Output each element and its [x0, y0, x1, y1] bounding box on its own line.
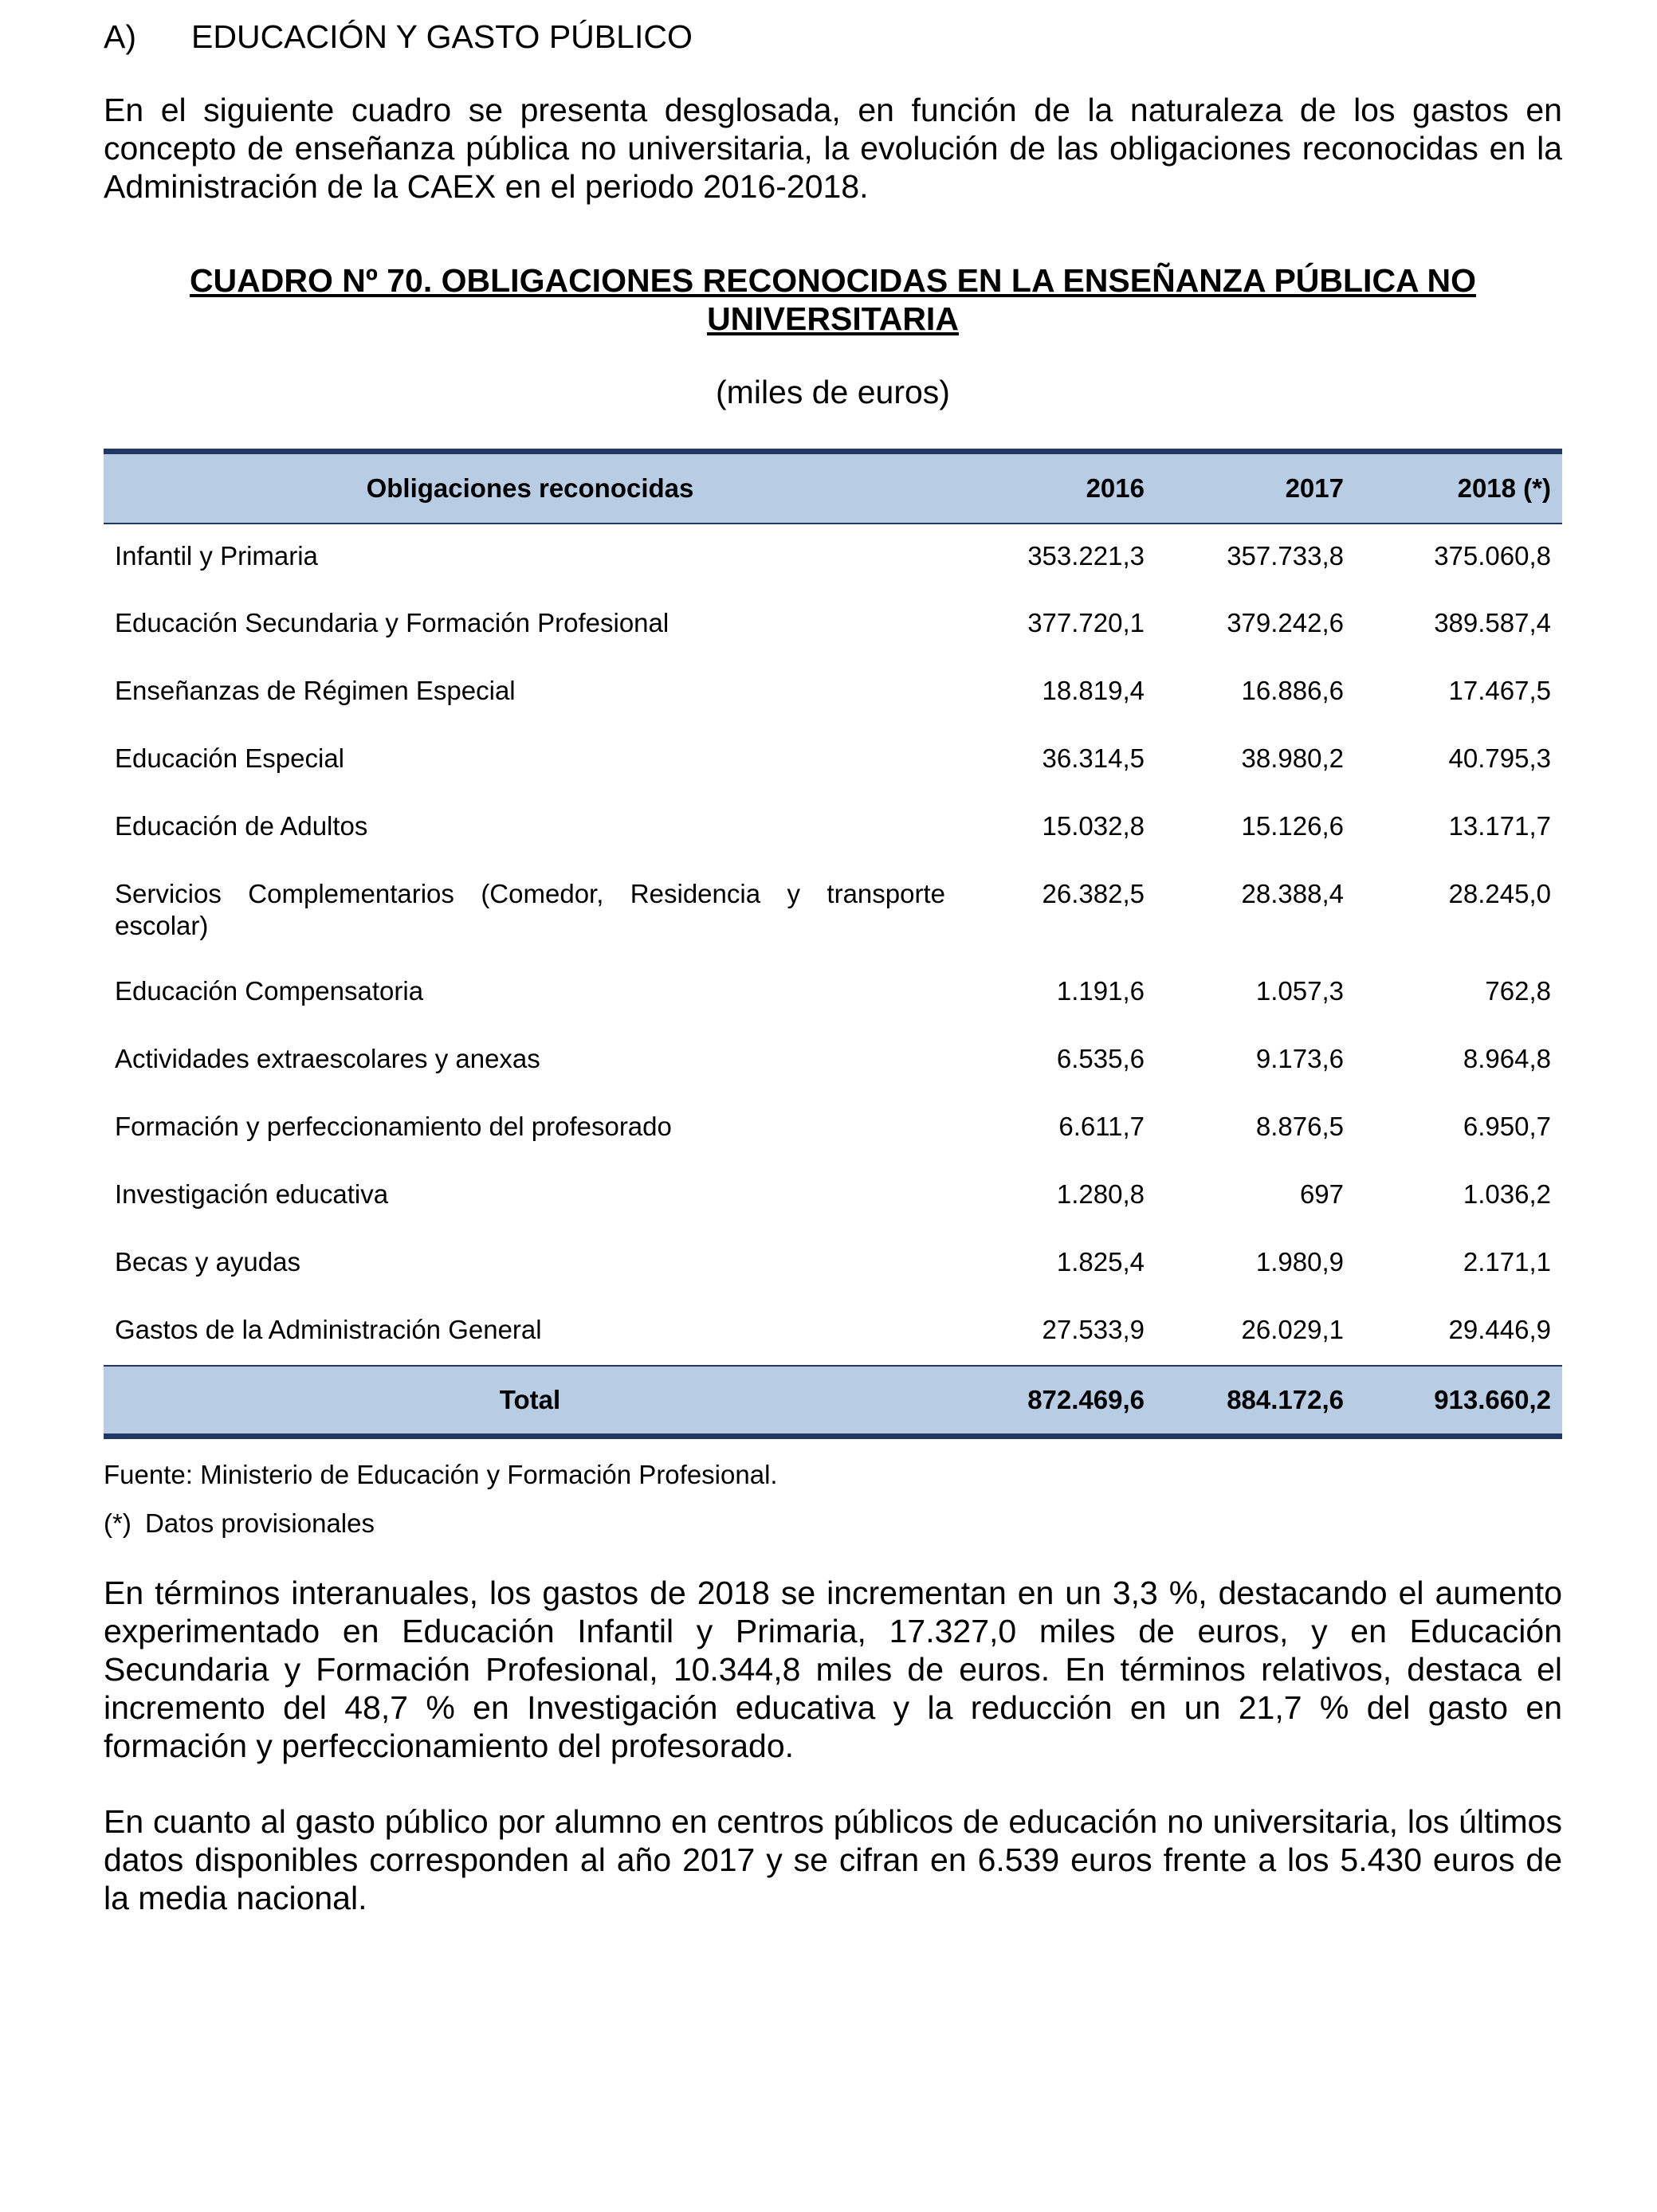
table-row [104, 1163, 1562, 1230]
table-row [104, 794, 1562, 862]
row-value-2016: 6.535,6 [1056, 1044, 1145, 1073]
row-value-2018: 375.060,8 [1434, 541, 1551, 571]
table-row [104, 1027, 1562, 1095]
table-title [104, 261, 1562, 338]
table-row [104, 862, 1562, 959]
table-row [104, 591, 1562, 659]
row-value-2017: 15.126,6 [1241, 811, 1344, 841]
footnote-mark: (*) [104, 1508, 132, 1538]
row-value-2016: 1.280,8 [1056, 1179, 1145, 1209]
table-footnote [104, 1507, 375, 1540]
header-2018: 2018 (*) [1457, 473, 1551, 503]
row-value-2017: 379.242,6 [1227, 608, 1344, 637]
row-concept: Becas y ayudas [115, 1247, 300, 1277]
row-value-2016: 353.221,3 [1027, 541, 1145, 571]
row-concept: Enseñanzas de Régimen Especial [115, 676, 516, 705]
row-concept: Formación y perfeccionamiento del profesorado [115, 1112, 672, 1141]
row-value-2016: 15.032,8 [1042, 811, 1145, 841]
table-row [104, 727, 1562, 794]
row-value-2017: 8.876,5 [1255, 1112, 1344, 1141]
section-title: EDUCACIÓN Y GASTO PÚBLICO [191, 18, 693, 55]
section-number: A) [104, 18, 136, 55]
row-concept: Gastos de la Administración General [115, 1315, 542, 1344]
per-student-paragraph: En cuanto al gasto público por alumno en centros públicos de educación no universitaria, los últimos datos disponibles corresponden al año 2017 y se cifran en 6.539 euros frente a los 5.430 euros de la media nacional. [104, 1803, 1562, 1916]
table-total-row [104, 1366, 1562, 1437]
row-value-2018: 2.171,1 [1463, 1247, 1551, 1277]
row-concept: Infantil y Primaria [115, 541, 318, 571]
total-label: Total [499, 1385, 561, 1414]
row-value-2017: 26.029,1 [1241, 1315, 1344, 1344]
table-units: (miles de euros) [716, 374, 950, 410]
section-heading [104, 14, 693, 59]
table-row [104, 659, 1562, 727]
table-title-line-2: UNIVERSITARIA [707, 300, 959, 337]
row-value-2018: 8.964,8 [1463, 1044, 1551, 1073]
row-value-2016: 6.611,7 [1058, 1112, 1145, 1141]
row-value-2016: 1.191,6 [1056, 976, 1145, 1006]
row-concept: Actividades extraescolares y anexas [115, 1044, 540, 1073]
row-value-2016: 26.382,5 [1042, 879, 1145, 908]
row-value-2018: 17.467,5 [1448, 676, 1551, 705]
header-2016: 2016 [1086, 473, 1145, 503]
table-row [104, 1298, 1562, 1366]
table-row [104, 524, 1562, 591]
row-value-2016: 18.819,4 [1042, 676, 1145, 705]
row-value-2018: 762,8 [1485, 976, 1551, 1006]
row-value-2018: 40.795,3 [1448, 743, 1551, 773]
row-value-2016: 27.533,9 [1042, 1315, 1145, 1344]
header-concept: Obligaciones reconocidas [366, 473, 694, 503]
row-value-2018: 28.245,0 [1448, 879, 1551, 908]
table-row [104, 1095, 1562, 1163]
table-header-row [104, 452, 1562, 524]
row-concept: Educación Compensatoria [115, 976, 424, 1006]
row-concept: Servicios Complementarios (Comedor, Residencia y transporte escolar) [115, 879, 945, 940]
row-concept: Investigación educativa [115, 1179, 389, 1209]
row-concept: Educación de Adultos [115, 811, 368, 841]
row-concept: Educación Secundaria y Formación Profesional [115, 608, 669, 637]
obligations-table [104, 449, 1562, 1439]
row-value-2017: 357.733,8 [1227, 541, 1344, 571]
row-value-2017: 9.173,6 [1255, 1044, 1344, 1073]
row-value-2018: 29.446,9 [1448, 1315, 1551, 1344]
analysis-paragraph: En términos interanuales, los gastos de 2018 se incrementan en un 3,3 %, destacando el aumento experimentado en Educación Infantil y Primaria, 17.327,0 miles de euros, y en Educación Secundaria y Formación Profesional, 10.344,8 miles de euros. En términos relativos, destaca el incremento del 48,7 % en Investigación educativa y la reducción en un 21,7 % del gasto en formación y perfeccionamiento del profesorado. [104, 1575, 1562, 1764]
table-source: Fuente: Ministerio de Educación y Formación Profesional. [104, 1460, 778, 1489]
row-value-2017: 16.886,6 [1241, 676, 1344, 705]
row-value-2018: 13.171,7 [1448, 811, 1551, 841]
total-2016: 872.469,6 [1027, 1385, 1145, 1414]
table-row [104, 1230, 1562, 1298]
footnote-text: Datos provisionales [145, 1508, 375, 1538]
row-value-2016: 36.314,5 [1042, 743, 1145, 773]
row-value-2018: 1.036,2 [1463, 1179, 1551, 1209]
total-2017: 884.172,6 [1227, 1385, 1344, 1414]
row-value-2018: 389.587,4 [1434, 608, 1551, 637]
row-value-2016: 1.825,4 [1056, 1247, 1145, 1277]
row-value-2017: 1.057,3 [1255, 976, 1344, 1006]
row-value-2017: 28.388,4 [1241, 879, 1344, 908]
row-concept: Educación Especial [115, 743, 345, 773]
row-value-2018: 6.950,7 [1463, 1112, 1551, 1141]
row-value-2017: 697 [1299, 1179, 1344, 1209]
header-2017: 2017 [1285, 473, 1344, 503]
intro-paragraph: En el siguiente cuadro se presenta desglosada, en función de la naturaleza de los gastos en concepto de enseñanza pública no universitaria, la evolución de las obligaciones reconocidas en la Administración de la CAEX en el periodo 2016-2018. [104, 92, 1562, 205]
row-value-2017: 38.980,2 [1241, 743, 1344, 773]
table-title-line-1: CUADRO Nº 70. OBLIGACIONES RECONOCIDAS EN LA ENSEÑANZA PÚBLICA NO [189, 262, 1477, 299]
row-value-2017: 1.980,9 [1255, 1247, 1344, 1277]
row-value-2016: 377.720,1 [1027, 608, 1145, 637]
total-2018: 913.660,2 [1434, 1385, 1551, 1414]
table-row [104, 959, 1562, 1027]
